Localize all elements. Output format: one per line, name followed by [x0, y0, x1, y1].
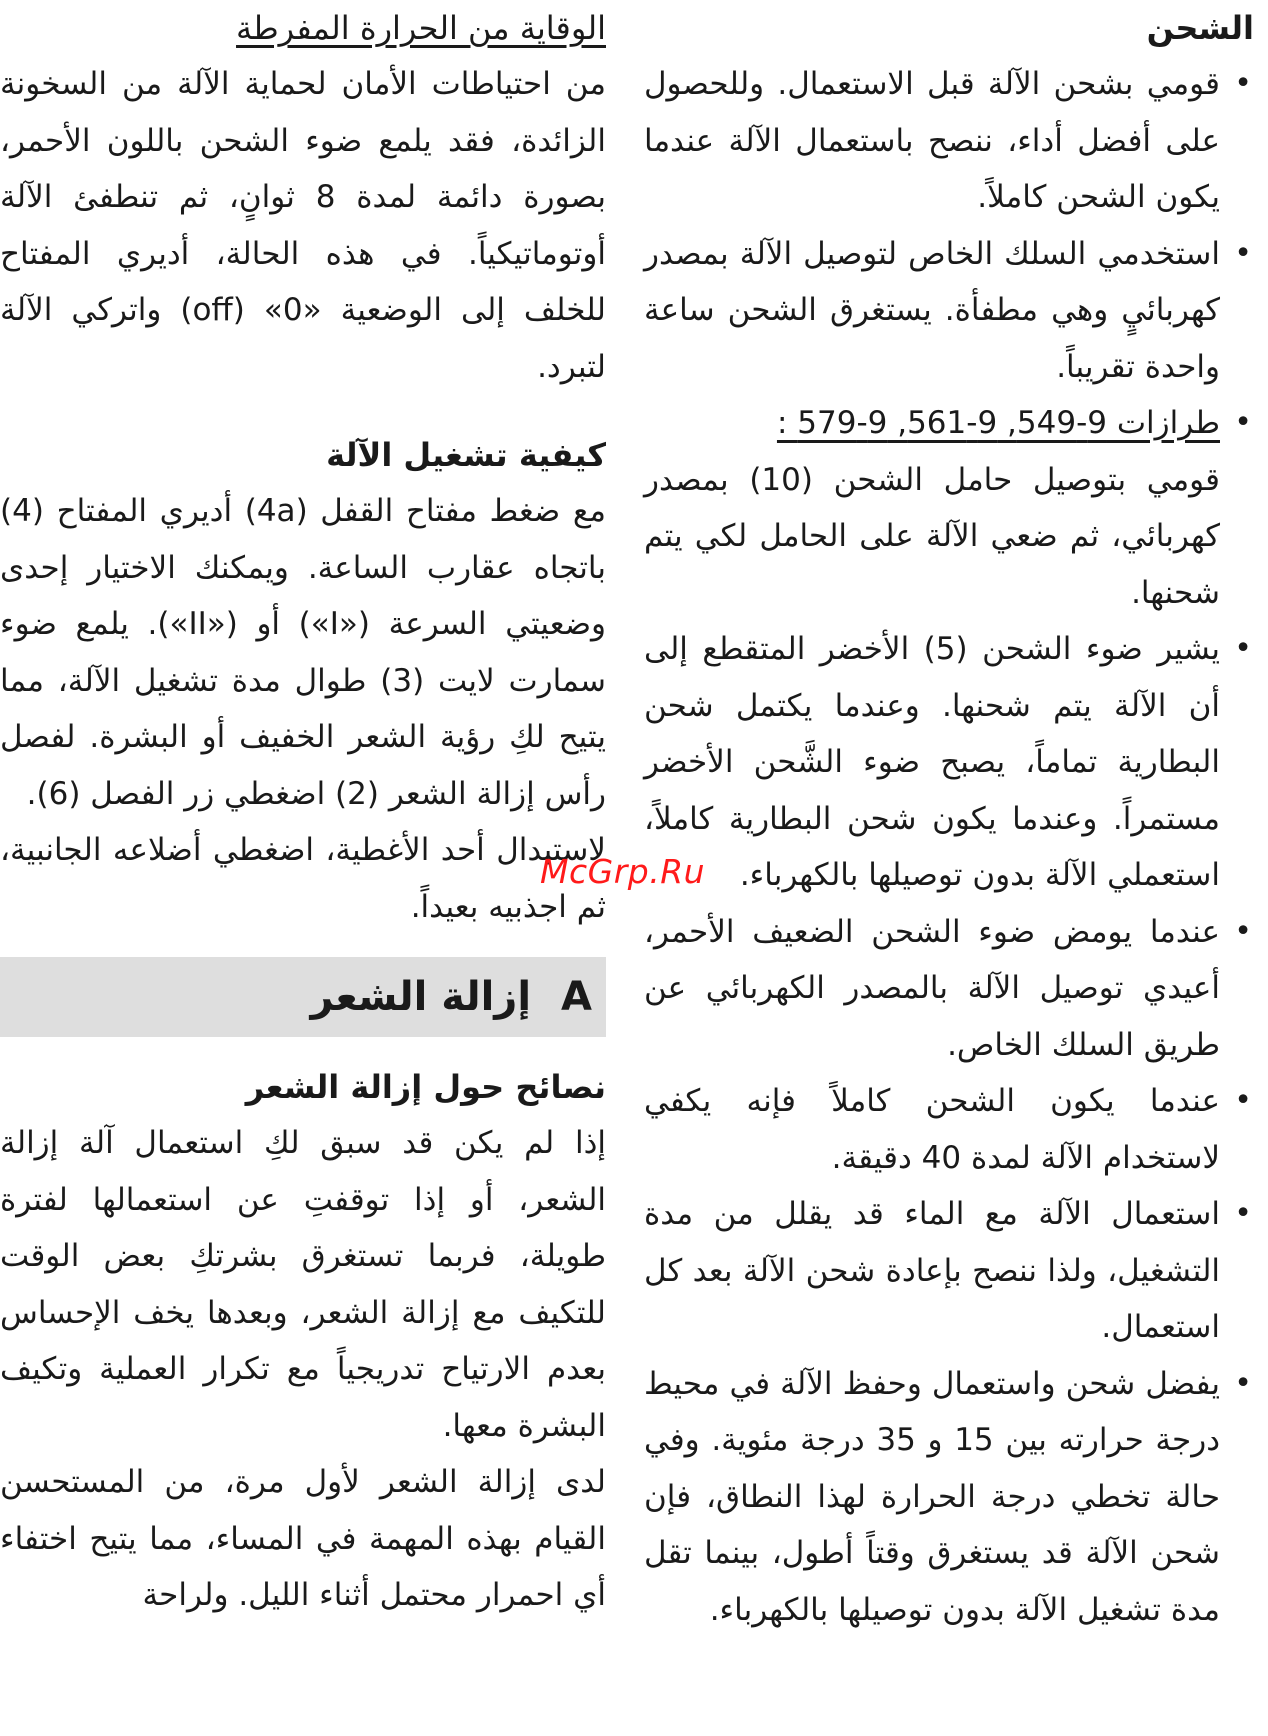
- operate-text: مع ضغط مفتاح القفل (4a) أديري المفتاح (4) باتجاه عقارب الساعة. ويمكنك الاختيار إحدى وضعيتي السرعة («I») أو («II»). يلمع ضوء سمارت لايت (3) طوال مدة تشغيل الآلة، مما يتيح لكِ رؤية الشعر الخفيف أو البشرة. لفصل رأس إزالة الشعر (2) اضغطي زر الفصل (6).: [0, 493, 606, 812]
- list-item: • استخدمي السلك الخاص لتوصيل الآلة بمصدر كهربائيٍ وهي مطفأة. يستغرق الشحن ساعة واحدة تقريباً.: [644, 226, 1254, 396]
- models-text: قومي بتوصيل حامل الشحن (10) بمصدر كهربائي، ثم ضعي الآلة على الحامل لكي يتم شحنها.: [644, 461, 1221, 611]
- overheat-heading: الوقاية من الحرارة المفرطة: [236, 9, 606, 47]
- operate-heading: كيفية تشغيل الآلة: [326, 436, 606, 474]
- list-item: • عندما يومض ضوء الشحن الضعيف الأحمر، أعيدي توصيل الآلة بالمصدر الكهربائي عن طريق السلك الخاص.: [644, 904, 1254, 1074]
- list-item-models: [644, 395, 1254, 621]
- list-item: • عندما يكون الشحن كاملاً فإنه يكفي لاستخدام الآلة لمدة 40 دقيقة.: [644, 1073, 1254, 1186]
- section-letter: A: [561, 974, 592, 1020]
- tips-text: إذا لم يكن قد سبق لكِ استعمال آلة إزالة الشعر، أو إذا توقفتِ عن استعمالها لفترة طويلة، فربما تستغرق بشرتكِ بعض الوقت للتكيف مع إزالة الشعر، وبعدها يخف الإحساس بعدم الارتياح تدريجياً مع تكرار العملية وتكيف البشرة معها.: [0, 1125, 606, 1444]
- list-item: • يفضل شحن واستعمال وحفظ الآلة في محيط درجة حرارته بين 15 و 35 درجة مئوية. وفي حالة تخطي درجة الحرارة لهذا النطاق، فإن شحن الآلة قد يستغرق وقتاً أطول، بينما تقل مدة تشغيل الآلة بدون توصيلها بالكهرباء.: [644, 1356, 1254, 1639]
- left-column: [0, 0, 606, 1624]
- list-item: • يشير ضوء الشحن (5) الأخضر المتقطع إلى أن الآلة يتم شحنها. وعندما يكتمل شحن البطارية تماماً، يصبح ضوء الشَّحن الأخضر مستمراً. وعندما يكون شحن البطارية كاملاً، استعملي الآلة بدون توصيلها بالكهرباء.: [644, 621, 1254, 904]
- right-column: [644, 0, 1254, 1638]
- watermark: McGrp.Ru: [540, 852, 706, 891]
- charging-heading: الشحن: [1146, 9, 1254, 47]
- section-bar: [0, 957, 606, 1037]
- charging-list: [644, 56, 1254, 1638]
- tips-heading: نصائح حول إزالة الشعر: [245, 1068, 606, 1106]
- list-item: • قومي بشحن الآلة قبل الاستعمال. وللحصول على أفضل أداء، ننصح باستعمال الآلة عندما يكون الشحن كاملاً.: [644, 56, 1254, 226]
- tips-text-2: لدى إزالة الشعر لأول مرة، من المستحسن القيام بهذه المهمة في المساء، مما يتيح اختفاء أي احمرار محتمل أثناء الليل. ولراحة: [0, 1464, 606, 1613]
- list-item: • استعمال الآلة مع الماء قد يقلل من مدة التشغيل، ولذا ننصح بإعادة شحن الآلة بعد كل استعمال.: [644, 1186, 1254, 1356]
- models-label: طرازات 9-549, 9-561, 9-579 :: [776, 405, 1220, 441]
- overheat-text: من احتياطات الأمان لحماية الآلة من السخونة الزائدة، فقد يلمع ضوء الشحن باللون الأحمر، بصورة دائمة لمدة 8 ثوانٍ، ثم تنطفئ الآلة أوتوماتيكياً. في هذه الحالة، أديري المفتاح للخلف إلى الوضعية «0» (off) واتركي الآلة لتبرد.: [0, 66, 607, 385]
- section-title: إزالة الشعر: [310, 974, 532, 1020]
- operate-text-2: لاستبدال أحد الأغطية، اضغطي أضلاعه الجانبية، ثم اجذبيه بعيداً.: [0, 832, 606, 925]
